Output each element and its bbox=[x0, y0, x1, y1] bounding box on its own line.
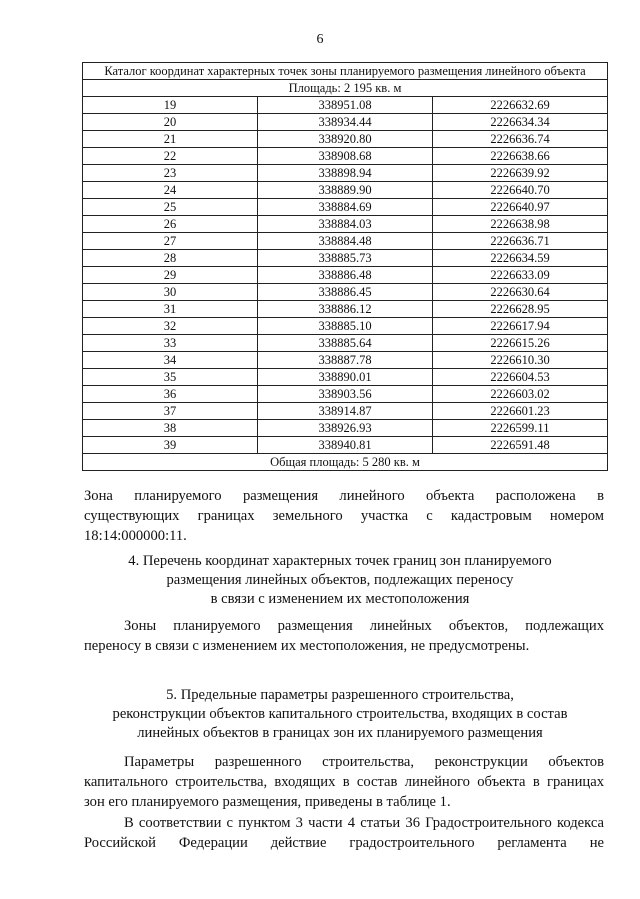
y-coordinate-cell: 2226630.64 bbox=[433, 284, 608, 301]
x-coordinate-cell: 338887.78 bbox=[258, 352, 433, 369]
heading-line: в связи с изменением их местоположения bbox=[210, 591, 470, 607]
x-coordinate-cell: 338886.45 bbox=[258, 284, 433, 301]
heading-line: 4. Перечень координат характерных точек границ зон планируемого bbox=[128, 553, 552, 569]
point-number-cell: 34 bbox=[83, 352, 258, 369]
point-number-cell: 38 bbox=[83, 420, 258, 437]
paragraph-line: В соответствии с пунктом 3 части 4 статьи 36 Градостроительного кодекса bbox=[124, 815, 604, 831]
point-number-cell: 29 bbox=[83, 267, 258, 284]
point-number-cell: 32 bbox=[83, 318, 258, 335]
point-number-cell: 33 bbox=[83, 335, 258, 352]
coordinates-table bbox=[82, 62, 608, 471]
point-number-cell: 28 bbox=[83, 250, 258, 267]
y-coordinate-cell: 2226639.92 bbox=[433, 165, 608, 182]
x-coordinate-cell: 338885.10 bbox=[258, 318, 433, 335]
point-number-cell: 21 bbox=[83, 131, 258, 148]
x-coordinate-cell: 338914.87 bbox=[258, 403, 433, 420]
y-coordinate-cell: 2226636.71 bbox=[433, 233, 608, 250]
point-number-cell: 30 bbox=[83, 284, 258, 301]
paragraph-line: существующих границах земельного участка с кадастровым номером bbox=[84, 508, 604, 524]
y-coordinate-cell: 2226628.95 bbox=[433, 301, 608, 318]
paragraph-line: Зона планируемого размещения линейного объекта расположена в bbox=[84, 488, 604, 504]
x-coordinate-cell: 338886.12 bbox=[258, 301, 433, 318]
table-row bbox=[83, 369, 608, 386]
paragraph-line: Параметры разрешенного строительства, реконструкции объектов bbox=[124, 754, 604, 770]
heading-line: линейных объектов в границах зон их планируемого размещения bbox=[137, 725, 543, 741]
page-number: 6 bbox=[316, 32, 324, 47]
point-number-cell: 24 bbox=[83, 182, 258, 199]
table-row bbox=[83, 284, 608, 301]
table-row bbox=[83, 148, 608, 165]
table-row bbox=[83, 318, 608, 335]
y-coordinate-cell: 2226617.94 bbox=[433, 318, 608, 335]
x-coordinate-cell: 338934.44 bbox=[258, 114, 433, 131]
paragraph-zone-location bbox=[84, 486, 604, 546]
y-coordinate-cell: 2226591.48 bbox=[433, 437, 608, 454]
point-number-cell: 35 bbox=[83, 369, 258, 386]
x-coordinate-cell: 338884.69 bbox=[258, 199, 433, 216]
table-total-area: Общая площадь: 5 280 кв. м bbox=[83, 454, 608, 471]
paragraph-line: 18:14:000000:11. bbox=[84, 528, 187, 544]
y-coordinate-cell: 2226633.09 bbox=[433, 267, 608, 284]
paragraph-line: капитального строительства, входящих в состав линейного объекта в границах bbox=[84, 774, 604, 790]
y-coordinate-cell: 2226599.11 bbox=[433, 420, 608, 437]
y-coordinate-cell: 2226603.02 bbox=[433, 386, 608, 403]
point-number-cell: 19 bbox=[83, 97, 258, 114]
table-row bbox=[83, 216, 608, 233]
table-row bbox=[83, 403, 608, 420]
table-row bbox=[83, 267, 608, 284]
table-row bbox=[83, 437, 608, 454]
table-row bbox=[83, 352, 608, 369]
table-row bbox=[83, 250, 608, 267]
x-coordinate-cell: 338898.94 bbox=[258, 165, 433, 182]
point-number-cell: 36 bbox=[83, 386, 258, 403]
table-row bbox=[83, 199, 608, 216]
x-coordinate-cell: 338951.08 bbox=[258, 97, 433, 114]
section-4-heading bbox=[60, 552, 620, 609]
section-5-paragraph-2 bbox=[84, 813, 604, 853]
x-coordinate-cell: 338886.48 bbox=[258, 267, 433, 284]
x-coordinate-cell: 338885.73 bbox=[258, 250, 433, 267]
point-number-cell: 20 bbox=[83, 114, 258, 131]
y-coordinate-cell: 2226604.53 bbox=[433, 369, 608, 386]
y-coordinate-cell: 2226638.98 bbox=[433, 216, 608, 233]
x-coordinate-cell: 338889.90 bbox=[258, 182, 433, 199]
y-coordinate-cell: 2226634.59 bbox=[433, 250, 608, 267]
point-number-cell: 37 bbox=[83, 403, 258, 420]
paragraph-line: Зоны планируемого размещения линейных объектов, подлежащих bbox=[124, 618, 604, 634]
table-row bbox=[83, 386, 608, 403]
y-coordinate-cell: 2226601.23 bbox=[433, 403, 608, 420]
section-4-text bbox=[84, 616, 604, 656]
paragraph-line: Российской Федерации действие градостроительного регламента не bbox=[84, 835, 604, 851]
y-coordinate-cell: 2226610.30 bbox=[433, 352, 608, 369]
paragraph-line: зон его планируемого размещения, приведены в таблице 1. bbox=[84, 794, 451, 810]
table-row bbox=[83, 420, 608, 437]
point-number-cell: 27 bbox=[83, 233, 258, 250]
point-number-cell: 23 bbox=[83, 165, 258, 182]
table-area-row bbox=[83, 80, 608, 97]
table-row bbox=[83, 165, 608, 182]
x-coordinate-cell: 338920.80 bbox=[258, 131, 433, 148]
table-area: Площадь: 2 195 кв. м bbox=[83, 80, 608, 97]
table-row bbox=[83, 182, 608, 199]
table-row bbox=[83, 131, 608, 148]
table-row bbox=[83, 301, 608, 318]
table-total-row bbox=[83, 454, 608, 471]
x-coordinate-cell: 338926.93 bbox=[258, 420, 433, 437]
point-number-cell: 26 bbox=[83, 216, 258, 233]
x-coordinate-cell: 338940.81 bbox=[258, 437, 433, 454]
x-coordinate-cell: 338884.48 bbox=[258, 233, 433, 250]
paragraph-line: переносу в связи с изменением их местоположения, не предусмотрены. bbox=[84, 638, 530, 654]
table-title: Каталог координат характерных точек зоны планируемого размещения линейного объекта bbox=[83, 63, 608, 80]
table-row bbox=[83, 114, 608, 131]
heading-line: реконструкции объектов капитального строительства, входящих в состав bbox=[112, 706, 568, 722]
point-number-cell: 25 bbox=[83, 199, 258, 216]
y-coordinate-cell: 2226640.97 bbox=[433, 199, 608, 216]
section-5-paragraph-1 bbox=[84, 752, 604, 812]
y-coordinate-cell: 2226615.26 bbox=[433, 335, 608, 352]
table-row bbox=[83, 233, 608, 250]
y-coordinate-cell: 2226636.74 bbox=[433, 131, 608, 148]
table-title-row bbox=[83, 63, 608, 80]
point-number-cell: 31 bbox=[83, 301, 258, 318]
heading-line: размещения линейных объектов, подлежащих переносу bbox=[166, 572, 514, 588]
y-coordinate-cell: 2226638.66 bbox=[433, 148, 608, 165]
x-coordinate-cell: 338885.64 bbox=[258, 335, 433, 352]
x-coordinate-cell: 338884.03 bbox=[258, 216, 433, 233]
x-coordinate-cell: 338908.68 bbox=[258, 148, 433, 165]
x-coordinate-cell: 338903.56 bbox=[258, 386, 433, 403]
heading-line: 5. Предельные параметры разрешенного строительства, bbox=[166, 687, 514, 703]
point-number-cell: 39 bbox=[83, 437, 258, 454]
point-number-cell: 22 bbox=[83, 148, 258, 165]
section-5-heading bbox=[60, 686, 620, 743]
y-coordinate-cell: 2226640.70 bbox=[433, 182, 608, 199]
table-row bbox=[83, 97, 608, 114]
y-coordinate-cell: 2226634.34 bbox=[433, 114, 608, 131]
y-coordinate-cell: 2226632.69 bbox=[433, 97, 608, 114]
x-coordinate-cell: 338890.01 bbox=[258, 369, 433, 386]
table-row bbox=[83, 335, 608, 352]
